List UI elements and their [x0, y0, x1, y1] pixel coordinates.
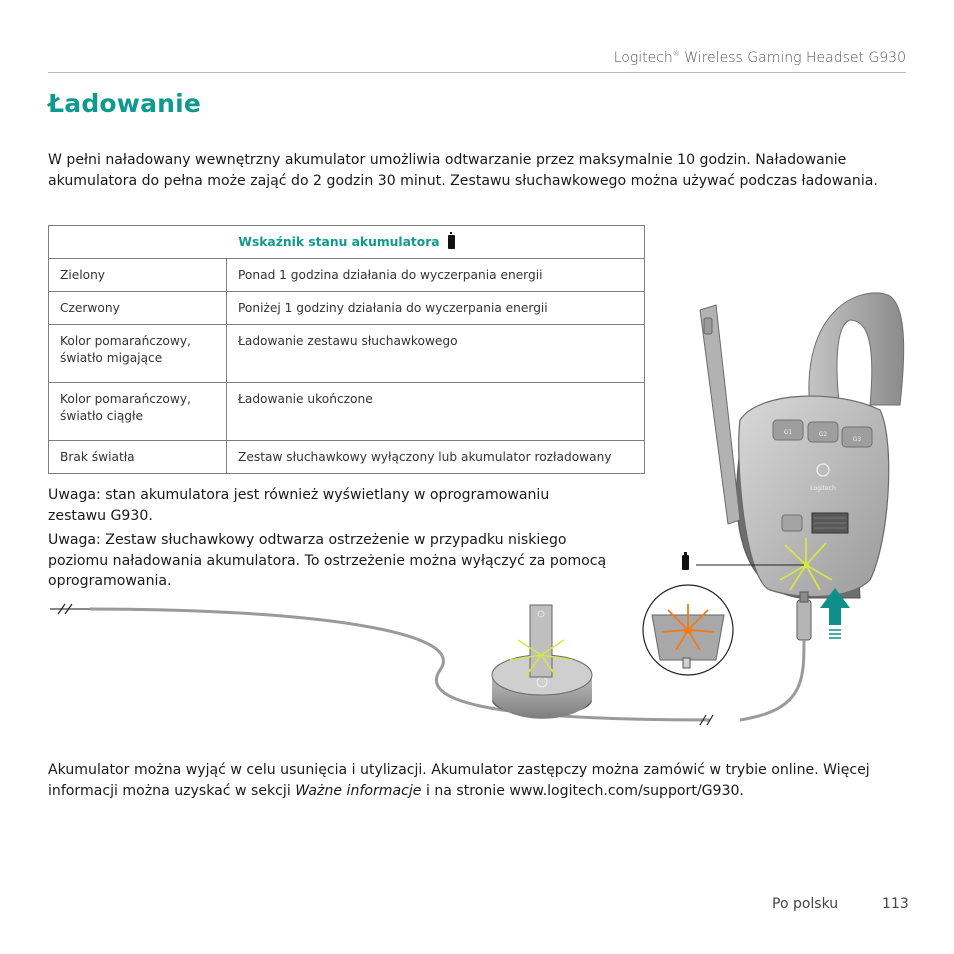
- table-cell-state: Czerwony: [49, 292, 227, 325]
- g3-key-label: G3: [852, 436, 862, 443]
- registered-mark: ®: [672, 50, 680, 58]
- cable-to-headset: [740, 640, 804, 720]
- page-language: Po polsku: [772, 896, 839, 912]
- mic-tip: [704, 318, 712, 334]
- table-cell-state: Kolor pomarańczowy, światło migające: [49, 325, 227, 383]
- footer-text-part1: Akumulator można wyjąć w celu usunięcia i utylizacji. Akumulator zastępczy można zamówić w trybie online. Więcej informacji można uzyskać w sekcji: [48, 762, 870, 799]
- cable-break-mark-left: [50, 604, 90, 614]
- charging-illustration: [40, 280, 920, 740]
- table-cell-meaning: Ładowanie zestawu słuchawkowego: [227, 325, 645, 383]
- usb-cable-left: [90, 609, 710, 720]
- page-number: 113: [882, 896, 909, 912]
- headband: [809, 293, 904, 410]
- note-battery-software: Uwaga: stan akumulatora jest również wyświetlany w oprogramowaniu zestawu G930.: [48, 487, 550, 524]
- table-cell-state: Kolor pomarańczowy, światło ciągłe: [49, 383, 227, 441]
- usb-plug: [797, 600, 811, 640]
- footer-text-part2: i na stronie www.logitech.com/support/G930.: [421, 782, 744, 799]
- mute-button: [782, 515, 802, 531]
- header-title: [614, 50, 906, 66]
- table-heading: [49, 226, 645, 259]
- cup-logo-text: Logitech: [810, 485, 836, 492]
- g2-key-label: G2: [818, 431, 828, 438]
- page-header: [48, 48, 906, 73]
- microphone-boom: [700, 305, 740, 524]
- page-title: Ładowanie: [48, 89, 202, 118]
- table-heading-label: Wskaźnik stanu akumulatora: [238, 235, 440, 249]
- table-cell-meaning: Zestaw słuchawkowy wyłączony lub akumulator rozładowany: [227, 441, 645, 474]
- table-cell-state: Zielony: [49, 259, 227, 292]
- table-cell-state: Brak światła: [49, 441, 227, 474]
- table-cell-meaning: Ponad 1 godzina działania do wyczerpania energii: [227, 259, 645, 292]
- intro-paragraph: W pełni naładowany wewnętrzny akumulator umożliwia odtwarzanie przez maksymalnie 10 godzin. Naładowanie akumulatora do pełna może zająć do 2 godzin 30 minut. Zestawu słuchawkowego można używać podczas ładowania.: [48, 152, 878, 189]
- battery-icon: [448, 235, 455, 249]
- led-closeup-inset: [643, 585, 733, 675]
- table-cell-meaning: Ładowanie ukończone: [227, 383, 645, 441]
- important-info-reference: Ważne informacje: [295, 782, 422, 799]
- g1-key-label: G1: [783, 429, 793, 436]
- brand-name: Logitech: [613, 50, 673, 66]
- product-name: Wireless Gaming Headset G930: [684, 50, 906, 66]
- footer-paragraph: [48, 760, 908, 801]
- table-cell-meaning: Poniżej 1 godziny działania do wyczerpania energii: [227, 292, 645, 325]
- note-low-battery-warning: Uwaga: Zestaw słuchawkowy odtwarza ostrzeżenie w przypadku niskiego poziomu naładowania akumulatora. To ostrzeżenie można wyłączyć za pomocą oprogramowania.: [48, 532, 607, 589]
- battery-callout-icon: [682, 552, 689, 570]
- charging-base-station: [492, 605, 592, 719]
